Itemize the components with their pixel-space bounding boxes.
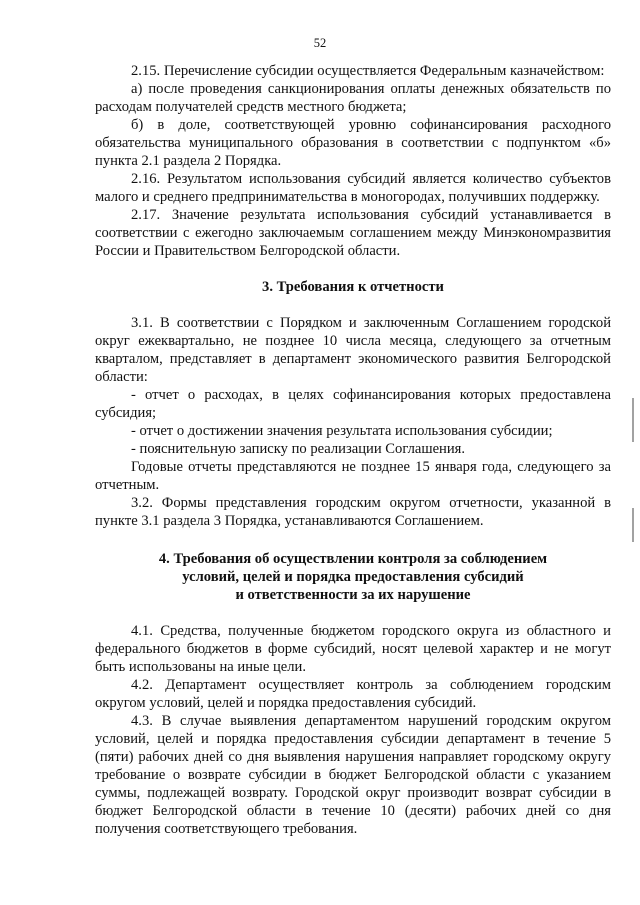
paragraph-4-2: 4.2. Департамент осуществляет контроль за соблюдением городским округом условий, целей и порядка предоставления субсидий. [95, 677, 611, 711]
paragraph-4-3: 4.3. В случае выявления департаментом нарушений городским округом условий, целей и порядка предоставления субсидии департамент в течение 5 (пяти) рабочих дней со дня выявления нарушения направляет городскому округу требование о возврате субсидии в бюджет Белгородской области с указанием суммы, подлежащей возврату. Городской округ производит возврат субсидии в бюджет Белгородской области в течение 10 (десяти) рабочих дней со дня получения соответствующего требования. [95, 713, 611, 837]
list-item: - отчет о расходах, в целях софинансирования которых предоставлена субсидия; [95, 387, 611, 421]
scan-artifact [632, 398, 634, 442]
section-4-heading-line: и ответственности за их нарушение [235, 587, 471, 603]
document-body [95, 62, 611, 838]
paragraph-3-2: 3.2. Формы представления городским округом отчетности, указанной в пункте 3.1 раздела 3 Порядка, устанавливаются Соглашением. [95, 495, 611, 529]
section-4-heading-line: 4. Требования об осуществлении контроля за соблюдением [158, 551, 548, 567]
paragraph-2-16: 2.16. Результатом использования субсидий является количество субъектов малого и среднего предпринимательства в моногородах, получивших поддержку. [95, 171, 611, 205]
paragraph-2-15: 2.15. Перечисление субсидии осуществляется Федеральным казначейством: [131, 63, 605, 79]
section-4-heading [95, 550, 611, 604]
paragraph-2-15-b: б) в доле, соответствующей уровню софинансирования расходного обязательства муниципального образования в соответствии с подпунктом «б» пункта 2.1 раздела 2 Порядка. [95, 117, 611, 169]
section-4-heading-line: условий, целей и порядка предоставления субсидий [182, 569, 524, 585]
scan-artifact [632, 508, 634, 542]
list-item: - пояснительную записку по реализации Соглашения. [131, 441, 466, 457]
section-3-heading: 3. Требования к отчетности [262, 279, 444, 295]
paragraph-annual-reports: Годовые отчеты представляются не позднее 15 января года, следующего за отчетным. [95, 459, 611, 493]
page-number: 52 [313, 36, 327, 50]
paragraph-2-15-a: а) после проведения санкционирования оплаты денежных обязательств по расходам получателей средств местного бюджета; [95, 81, 611, 115]
paragraph-3-1: 3.1. В соответствии с Порядком и заключенным Соглашением городской округ ежеквартально, не позднее 10 числа месяца, следующего за отчетным кварталом, представляет в департамент экономического развития Белгородской области: [95, 315, 611, 385]
list-item: - отчет о достижении значения результата использования субсидии; [131, 423, 553, 439]
paragraph-4-1: 4.1. Средства, полученные бюджетом городского округа из областного и федерального бюджетов в форме субсидий, носят целевой характер и не могут быть использованы на иные цели. [95, 623, 611, 675]
paragraph-2-17: 2.17. Значение результата использования субсидий устанавливается в соответствии с ежегодно заключаемым соглашением между Минэкономразвития России и Правительством Белгородской области. [95, 207, 611, 259]
